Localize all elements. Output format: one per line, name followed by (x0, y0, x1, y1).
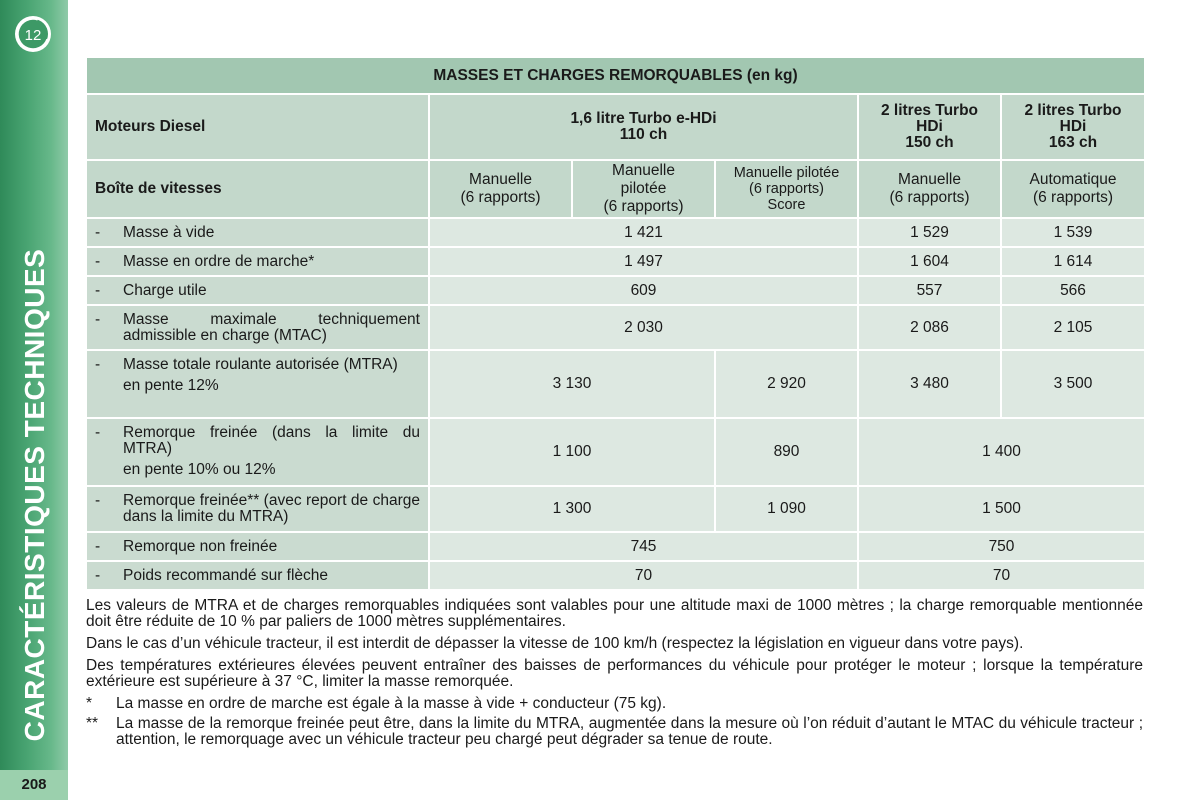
row-dash: - (95, 253, 101, 270)
row-label: Poids recommandé sur flèche (123, 567, 329, 584)
table-cell: 2 105 (1001, 305, 1145, 350)
chapter-badge-icon (13, 14, 53, 54)
table-row (86, 486, 1145, 532)
table-cell: 890 (715, 418, 858, 486)
row-label: Remorque freinée** (avec report de charge dans la limite du MTRA) (123, 492, 420, 525)
table-cell: 1 529 (858, 218, 1001, 247)
table-cell: 3 480 (858, 350, 1001, 418)
row-dash: - (95, 282, 101, 299)
table-cell: 1 300 (429, 486, 715, 532)
note-paragraph: Dans le cas d’un véhicule tracteur, il est interdit de dépasser la vitesse de 100 km/h (respectez la législation en vigueur dans votre pays). (86, 635, 1024, 652)
table-cell: 2 920 (715, 350, 858, 418)
table-cell: 1 100 (429, 418, 715, 486)
table-row (86, 305, 1145, 350)
row-label: Remorque non freinée (123, 538, 278, 555)
table-cell: 2 086 (858, 305, 1001, 350)
table-title: MASSES ET CHARGES REMORQUABLES (en kg) (86, 57, 1145, 94)
engine-header-3: 2 litres Turbo HDi 163 ch (1001, 94, 1145, 160)
row-dash: - (95, 424, 101, 441)
table-cell: 750 (858, 532, 1145, 561)
table-cell: 557 (858, 276, 1001, 305)
table-cell: 1 400 (858, 418, 1145, 486)
table-cell: 1 421 (429, 218, 858, 247)
table-row (86, 218, 1145, 247)
table-cell: 70 (858, 561, 1145, 590)
row-label: Masse maximale techniquement admissible en charge (MTAC) (123, 311, 420, 344)
footnote (86, 716, 1143, 748)
row-dash: - (95, 492, 101, 509)
table-row (86, 561, 1145, 590)
table-cell: 609 (429, 276, 858, 305)
row-sublabel: en pente 12% (123, 377, 219, 394)
table-cell: 2 030 (429, 305, 858, 350)
table-cell: 1 497 (429, 247, 858, 276)
note-paragraph: Les valeurs de MTRA et de charges remorquables indiquées sont valables pour une altitude maxi de 1000 mètres ; la charge remorquable mentionnée doit être réduite de 10 % par paliers de 1000 mètres supplémentaires. (86, 597, 1143, 630)
footnote-text: La masse en ordre de marche est égale à la masse à vide + conducteur (75 kg). (116, 695, 667, 712)
gearbox-header: Manuelle pilotée (6 rapports) Score (715, 160, 858, 218)
notes (86, 598, 1143, 748)
row-label: Charge utile (123, 282, 207, 299)
row-dash: - (95, 224, 101, 241)
row-sublabel: en pente 10% ou 12% (123, 461, 276, 478)
row-dash: - (95, 567, 101, 584)
row-label: Masse totale roulante autorisée (MTRA) (123, 356, 398, 373)
table-cell: 1 090 (715, 486, 858, 532)
gearbox-header-label: Boîte de vitesses (86, 160, 429, 218)
page-number: 208 (0, 770, 68, 800)
footnote (86, 696, 1143, 712)
row-label: Masse en ordre de marche* (123, 253, 315, 270)
table-cell: 1 604 (858, 247, 1001, 276)
table-row (86, 350, 1145, 418)
gearbox-header: Manuelle pilotée (6 rapports) (572, 160, 715, 218)
sidebar (0, 0, 68, 800)
table-row (86, 532, 1145, 561)
table-cell: 70 (429, 561, 858, 590)
row-dash: - (95, 538, 101, 555)
row-label: Masse à vide (123, 224, 215, 241)
table-row (86, 276, 1145, 305)
table-cell: 1 500 (858, 486, 1145, 532)
table-cell: 566 (1001, 276, 1145, 305)
note-paragraph: Des températures extérieures élevées peuvent entraîner des baisses de performances du véhicule pour protéger le moteur ; lorsque la température extérieure est supérieure à 37 °C, limiter la masse remorquée. (86, 657, 1143, 690)
row-dash: - (95, 311, 101, 328)
table-cell: 1 539 (1001, 218, 1145, 247)
table-row (86, 247, 1145, 276)
engine-header-2: 2 litres Turbo HDi 150 ch (858, 94, 1001, 160)
table-cell: 3 500 (1001, 350, 1145, 418)
chapter-title: CARACTÉRISTIQUES TECHNIQUES (19, 248, 50, 742)
footnote-marker: * (86, 695, 93, 712)
row-dash: - (95, 356, 101, 373)
gearbox-header: Manuelle (6 rapports) (429, 160, 572, 218)
footnote-text: La masse de la remorque freinée peut être, dans la limite du MTRA, augmentée dans la mesure où l’on réduit d’autant le MTAC du véhicule tracteur ; attention, le remorquage avec un véhicule tracteur peu chargé peut dégrader sa tenue de route. (116, 715, 1143, 748)
footnote-marker: ** (86, 715, 99, 732)
engine-header-label: Moteurs Diesel (86, 94, 429, 160)
chapter-number: 12 (24, 27, 42, 44)
gearbox-header: Manuelle (6 rapports) (858, 160, 1001, 218)
table-cell: 1 614 (1001, 247, 1145, 276)
table-row (86, 418, 1145, 486)
gearbox-header: Automatique (6 rapports) (1001, 160, 1145, 218)
row-label: Remorque freinée (dans la limite du MTRA) (123, 424, 420, 457)
engine-header-1: 1,6 litre Turbo e-HDi 110 ch (429, 94, 858, 160)
table-cell: 745 (429, 532, 858, 561)
table-cell: 3 130 (429, 350, 715, 418)
masses-table (85, 56, 1146, 591)
